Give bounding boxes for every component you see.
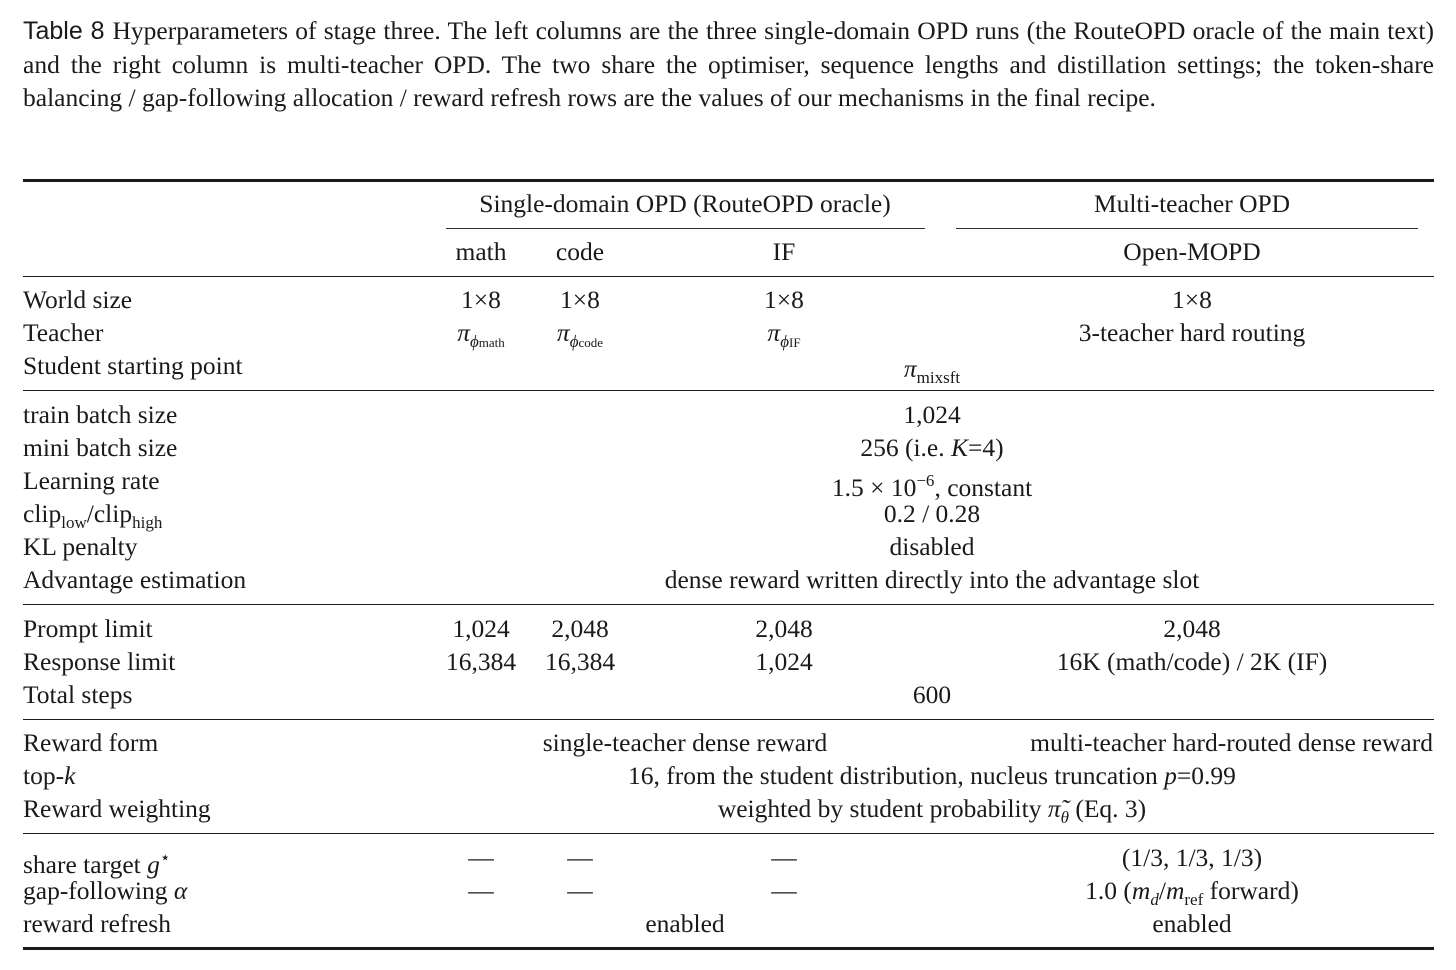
cell-response-if: 1,024 <box>755 647 813 676</box>
cell-refresh-multi: enabled <box>1152 909 1232 938</box>
cell-world-size-if: 1×8 <box>764 285 804 314</box>
cell-reward-weighting: weighted by student probability $\pĩ_\theta$ (Eq. 3) <box>717 794 1147 827</box>
row-label-advantage: Advantage estimation <box>23 565 247 594</box>
cell-prompt-math: 1,024 <box>452 614 510 643</box>
row-label-kl: KL penalty <box>23 532 138 561</box>
section-rule-1 <box>23 390 1434 391</box>
cell-gap-mopd: 1.0 ($m_d/m_{ref}$ forward) <box>1085 876 1299 909</box>
header-rule <box>23 276 1434 277</box>
cell-mini-batch: 256 (i.e. K=4) <box>860 433 1004 462</box>
cell-prompt-if: 2,048 <box>755 614 813 643</box>
cell-total-steps: 600 <box>912 680 952 709</box>
section-rule-3 <box>23 719 1434 720</box>
cell-advantage: dense reward written directly into the advantage slot <box>664 565 1200 594</box>
table-label: Table 8 <box>23 17 105 45</box>
section-rule-4 <box>23 833 1434 834</box>
cell-response-mopd: 16K (math/code) / 2K (IF) <box>1056 647 1328 676</box>
cell-clip: 0.2 / 0.28 <box>883 499 981 528</box>
cell-gap-math: — <box>468 876 494 905</box>
cell-prompt-mopd: 2,048 <box>1163 614 1221 643</box>
cell-teacher-if: $\pi_{\phi IF}$ <box>767 318 801 351</box>
cell-world-size-math: 1×8 <box>461 285 501 314</box>
cell-world-size-mopd: 1×8 <box>1172 285 1212 314</box>
cell-gap-if: — <box>771 876 797 905</box>
cell-prompt-code: 2,048 <box>551 614 609 643</box>
row-label-reward-form: Reward form <box>23 728 159 757</box>
cell-reward-form-single: single-teacher dense reward <box>542 728 828 757</box>
row-label-total-steps: Total steps <box>23 680 133 709</box>
cell-share-mopd: (1/3, 1/3, 1/3) <box>1121 843 1263 872</box>
row-label-reward-refresh: reward refresh <box>23 909 171 938</box>
cell-world-size-code: 1×8 <box>560 285 600 314</box>
cell-topk: 16, from the student distribution, nucleus truncation p=0.99 <box>628 761 1236 790</box>
row-label-gap-following: gap-following α <box>23 876 188 905</box>
cell-teacher-code: $\pi_{\phi code}$ <box>556 318 604 351</box>
row-label-mini-batch: mini batch size <box>23 433 178 462</box>
cell-response-code: 16,384 <box>544 647 616 676</box>
group-header-multi: Multi-teacher OPD <box>1093 189 1291 218</box>
cell-teacher-mopd: 3-teacher hard routing <box>1078 318 1306 347</box>
row-label-clip: clip$_{low}$/clip$_{high}$ <box>23 499 163 532</box>
cell-student: $\pi_{mixsft}$ <box>903 354 961 387</box>
row-label-teacher: Teacher <box>23 318 104 347</box>
bottom-rule <box>23 947 1434 950</box>
caption-text: Hyperparameters of stage three. The left columns are the three single-domain OPD runs (the RouteOPD oracle of the main text) and the right column is multi-teacher OPD. The two share the optimiser, sequence lengths and distillation settings; the token-share balancing / gap-following allocation / reward refresh rows are the values of our mechanisms in the final recipe. <box>23 16 1434 112</box>
row-label-topk: top-k <box>23 761 76 790</box>
row-label-prompt-limit: Prompt limit <box>23 614 153 643</box>
row-label-response-limit: Response limit <box>23 647 176 676</box>
row-label-reward-weighting: Reward weighting <box>23 794 211 823</box>
row-label-world-size: World size <box>23 285 133 314</box>
cell-share-if: — <box>771 843 797 872</box>
cmidrule-multi <box>956 228 1418 229</box>
row-label-student: Student starting point <box>23 351 243 380</box>
cmidrule-single <box>446 228 925 229</box>
cell-refresh-single: enabled <box>645 909 725 938</box>
row-label-share-target: share target g⋆ <box>23 848 171 879</box>
table-caption <box>23 14 1434 114</box>
cell-kl: disabled <box>889 532 975 561</box>
cell-teacher-math: $\pi_{\phi math}$ <box>457 318 505 351</box>
cell-train-batch: 1,024 <box>903 400 961 429</box>
row-label-learning-rate: Learning rate <box>23 466 160 495</box>
col-header-if: IF <box>772 237 796 266</box>
section-rule-2 <box>23 604 1434 605</box>
cell-share-math: — <box>468 843 494 872</box>
cell-gap-code: — <box>567 876 593 905</box>
cell-reward-form-multi: multi-teacher hard-routed dense reward <box>1030 728 1433 757</box>
col-header-code: code <box>555 237 605 266</box>
cell-learning-rate: $1.5 \times 10^{-6}$, constant <box>831 471 1033 502</box>
group-header-single: Single-domain OPD (RouteOPD oracle) <box>479 189 891 218</box>
row-label-train-batch: train batch size <box>23 400 178 429</box>
top-rule <box>23 179 1434 182</box>
cell-share-code: — <box>567 843 593 872</box>
col-header-math: math <box>455 237 507 266</box>
cell-response-math: 16,384 <box>445 647 517 676</box>
col-header-mopd: Open-MOPD <box>1123 237 1261 266</box>
